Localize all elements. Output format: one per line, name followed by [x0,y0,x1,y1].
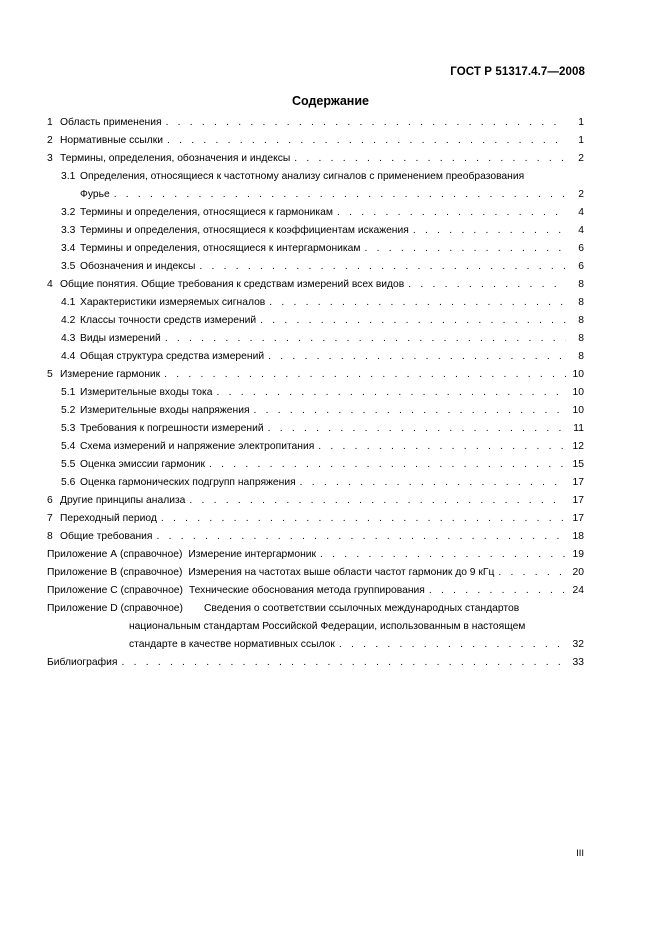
toc-entry-number: 4.2 [61,315,76,326]
toc-entry[interactable] [47,168,584,186]
dot-leader [498,566,566,579]
toc-entry[interactable] [47,654,584,672]
dot-leader [121,656,566,669]
toc-title: Содержание [291,94,369,108]
toc-entry-page: 12 [572,441,584,452]
toc-entry-title: Технические обоснования метода группирования [188,585,425,596]
toc-entry-page: 2 [578,189,584,200]
toc-entry-title: Виды измерений [80,333,161,344]
dot-leader [268,350,566,363]
toc-entry-page: 33 [572,657,584,668]
toc-entry-number: 4.3 [61,333,76,344]
dot-leader [318,440,566,453]
dot-leader [157,530,567,543]
toc-entry[interactable] [47,294,584,312]
dot-leader [413,224,566,237]
toc-annex-entry[interactable] [47,600,584,618]
toc-entry-title: Термины и определения, относящиеся к коэффициентам искажения [80,225,409,236]
toc-entry-number: 8 [47,531,53,542]
toc-entry-page: 17 [572,495,584,506]
dot-leader [364,242,566,255]
dot-leader [268,422,566,435]
toc-entry-page: 1 [578,135,584,146]
toc-entry-number: 4.1 [61,297,76,308]
toc-entry-number: 5 [47,369,53,380]
dot-leader [260,314,566,327]
toc-entry-page: 18 [572,531,584,542]
toc-entry-title: Область применения [60,117,162,128]
toc-entry[interactable] [47,258,584,276]
toc-entry-number: 6 [47,495,53,506]
toc-entry-page: 10 [572,405,584,416]
toc-entry-title: Общие требования [60,531,153,542]
toc-entry-number: 5.6 [61,477,76,488]
toc-entry-page: 6 [578,261,584,272]
toc-entry-title: Измерение гармоник [60,369,161,380]
toc-entry-number: 5.1 [61,387,76,398]
toc-entry[interactable] [47,114,584,132]
toc-entry-page: 11 [573,423,584,434]
toc-entry-title: Общая структура средства измерений [80,351,265,362]
dot-leader [189,494,566,507]
toc-entry-page: 15 [572,459,584,470]
toc-entry-title: Переходный период [60,513,157,524]
toc-entry-number: 4.4 [61,351,76,362]
toc-entry-title-line2: национальным стандартам Российской Федерации, использованным в настоящем [129,621,526,632]
page-number: III [576,848,584,859]
toc-entry-page: 8 [578,333,584,344]
toc-entry-title: Схема измерений и напряжение электропитания [80,441,315,452]
toc-entry-page: 10 [572,369,584,380]
toc-entry-title: Термины, определения, обозначения и индексы [60,153,291,164]
toc-entry-number: 3.4 [61,243,76,254]
toc-entry-number: 2 [47,135,53,146]
toc-annex-entry[interactable] [47,582,584,600]
dot-leader [164,368,566,381]
dot-leader [320,548,566,561]
dot-leader [209,458,566,471]
toc-entry-title: Классы точности средств измерений [80,315,257,326]
toc-entry-page: 19 [572,549,584,560]
toc-entry[interactable] [47,240,584,258]
toc-entry-number: 7 [47,513,53,524]
toc-entry-title: Измерительные входы тока [80,387,213,398]
toc-entry-continuation[interactable] [47,186,584,204]
toc-entry-continuation[interactable] [47,618,584,636]
toc-entry[interactable] [47,474,584,492]
dot-leader [269,296,566,309]
toc-entry-title: Требования к погрешности измерений [80,423,264,434]
toc-entry-title: Другие принципы анализа [60,495,186,506]
toc-entry-number: 1 [47,117,53,128]
toc-entry-page: 20 [572,567,584,578]
toc-entry-page: 8 [578,297,584,308]
toc-entry-title: Измерение интергармоник [188,549,317,560]
dot-leader [429,584,566,597]
toc-entry[interactable] [47,384,584,402]
toc-entry-title: Термины и определения, относящиеся к интергармоникам [80,243,361,254]
toc-entry[interactable] [47,438,584,456]
dot-leader [167,134,566,147]
toc-entry-number: 3.3 [61,225,76,236]
toc-entry[interactable] [47,420,584,438]
toc-entry-number: 3 [47,153,53,164]
toc-entry-page: 10 [572,387,584,398]
toc-entry-title-line1: Определения, относящиеся к частотному анализу сигналов с применением преобразования [80,171,525,182]
toc-entry[interactable] [47,222,584,240]
toc-annex-label: Приложение D (справочное) [47,603,183,614]
table-of-contents [47,114,584,672]
toc-entry-number: 3.1 [61,171,76,182]
toc-entry[interactable] [47,366,584,384]
toc-entry-page: 4 [578,207,584,218]
toc-entry[interactable] [47,150,584,168]
toc-entry-title: Обозначения и индексы [80,261,196,272]
toc-entry-page: 8 [578,279,584,290]
toc-entry-page: 6 [578,243,584,254]
toc-entry-number: 5.3 [61,423,76,434]
toc-entry-continuation[interactable] [47,636,584,654]
toc-entry-title: Общие понятия. Общие требования к средствам измерений всех видов [60,279,405,290]
dot-leader [165,332,566,345]
toc-entry-title-line1: Сведения о соответствии ссылочных международных стандартов [204,603,520,614]
toc-entry[interactable] [47,330,584,348]
dot-leader [337,206,566,219]
toc-entry-number: 5.4 [61,441,76,452]
toc-annex-label: Приложение А (справочное) [47,549,183,560]
dot-leader [294,152,566,165]
toc-entry-title: Оценка гармонических подгрупп напряжения [80,477,296,488]
toc-annex-label: Приложение В (справочное) [47,567,183,578]
dot-leader [217,386,567,399]
toc-entry-title: Измерительные входы напряжения [80,405,250,416]
toc-entry[interactable] [47,312,584,330]
dot-leader [254,404,566,417]
dot-leader [408,278,566,291]
toc-entry[interactable] [47,204,584,222]
toc-entry[interactable] [47,456,584,474]
toc-entry-page: 17 [572,513,584,524]
toc-entry-page: 2 [578,153,584,164]
toc-entry-title: Характеристики измеряемых сигналов [80,297,266,308]
toc-entry-number: 5.2 [61,405,76,416]
toc-entry-page: 24 [572,585,584,596]
toc-entry-number: 5.5 [61,459,76,470]
dot-leader [161,512,566,525]
dot-leader [114,188,566,201]
dot-leader [166,116,566,129]
toc-entry-number: 3.2 [61,207,76,218]
toc-entry-title: Библиография [47,657,118,668]
toc-entry[interactable] [47,276,584,294]
toc-entry-title: Нормативные ссылки [60,135,164,146]
toc-entry[interactable] [47,402,584,420]
toc-entry[interactable] [47,132,584,150]
toc-entry-page: 8 [578,351,584,362]
toc-annex-label: Приложение С (справочное) [47,585,183,596]
toc-entry-title-line2: Фурье [80,189,110,200]
toc-annex-entry[interactable] [47,564,584,582]
toc-entry[interactable] [47,492,584,510]
toc-entry-number: 3.5 [61,261,76,272]
dot-leader [339,638,566,651]
toc-entry-title-line3: стандарте в качестве нормативных ссылок [129,639,335,650]
document-code: ГОСТ Р 51317.4.7—2008 [450,66,585,78]
toc-annex-entry[interactable] [47,546,584,564]
toc-entry-page: 17 [572,477,584,488]
toc-entry-page: 8 [578,315,584,326]
toc-entry-number: 4 [47,279,53,290]
toc-entry-title: Оценка эмиссии гармоник [80,459,206,470]
toc-entry-page: 32 [572,639,584,650]
toc-entry[interactable] [47,528,584,546]
toc-entry[interactable] [47,348,584,366]
toc-entry[interactable] [47,510,584,528]
toc-entry-page: 4 [578,225,584,236]
toc-entry-title: Термины и определения, относящиеся к гармоникам [80,207,333,218]
dot-leader [199,260,566,273]
toc-entry-page: 1 [578,117,584,128]
toc-entry-title: Измерения на частотах выше области частот гармоник до 9 кГц [188,567,495,578]
dot-leader [300,476,566,489]
